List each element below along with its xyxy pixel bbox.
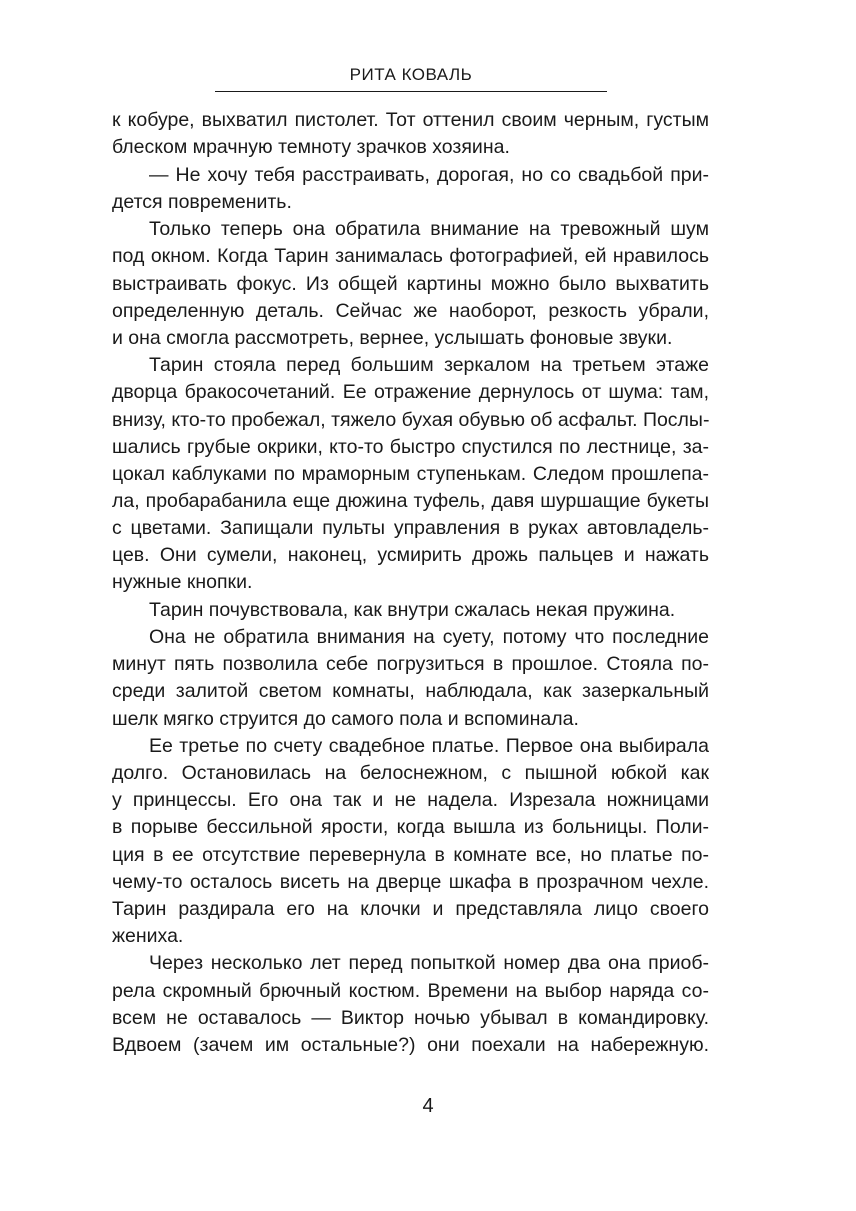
paragraph bbox=[112, 352, 709, 596]
running-header bbox=[215, 64, 607, 92]
paragraph bbox=[112, 950, 709, 1058]
text-line: у принцессы. Его она так и не надела. Изрезала ножницами bbox=[112, 789, 709, 812]
paragraph bbox=[112, 733, 709, 950]
text-line: среди залитой светом комнаты, наблюдала, как зазеркальный bbox=[112, 680, 709, 703]
text-line: дворца бракосочетаний. Ее отражение дернулось от шума: там, bbox=[112, 381, 709, 404]
text-line: Только теперь она обратила внимание на тревожный шум bbox=[149, 218, 709, 241]
text-line: нужные кнопки. bbox=[112, 571, 253, 594]
paragraph bbox=[112, 597, 709, 624]
text-line: Тарин почувствовала, как внутри сжалась некая пружина. bbox=[149, 598, 676, 621]
page-number: 4 bbox=[422, 1095, 434, 1117]
text-line: шелк мягко струится до самого пола и вспоминала. bbox=[112, 707, 579, 730]
text-line: в порыве бессильной ярости, когда вышла из больницы. Поли- bbox=[112, 816, 709, 839]
text-line: ла, пробарабанила еще дюжина туфель, давя шуршащие букеты bbox=[112, 489, 709, 512]
author-name: РИТА КОВАЛЬ bbox=[349, 65, 473, 84]
text-line: долго. Остановилась на белоснежном, с пышной юбкой как bbox=[112, 762, 709, 785]
text-line: ция в ее отсутствие перевернула в комнате все, но платье по- bbox=[112, 843, 709, 866]
text-line: внизу, кто-то пробежал, тяжело бухая обувью об асфальт. Послы- bbox=[112, 408, 710, 431]
text-line: определенную деталь. Сейчас же наоборот, резкость убрали, bbox=[112, 299, 709, 322]
text-line: под окном. Когда Тарин занималась фотографией, ей нравилось bbox=[112, 245, 709, 268]
text-line: Через несколько лет перед попыткой номер два она приоб- bbox=[149, 952, 709, 975]
text-line: с цветами. Запищали пульты управления в руках автовладель- bbox=[112, 516, 709, 539]
text-line: рела скромный брючный костюм. Времени на выбор наряда со- bbox=[112, 979, 709, 1002]
paragraph bbox=[112, 216, 709, 351]
text-line: цев. Они сумели, наконец, усмирить дрожь пальцев и нажать bbox=[112, 544, 709, 566]
text-line: Вдвоем (зачем им остальные?) они поехали на набережную. bbox=[112, 1033, 709, 1056]
text-line: — Не хочу тебя расстраивать, дорогая, но со свадьбой при- bbox=[149, 163, 709, 186]
text-line: жениха. bbox=[112, 924, 184, 947]
text-line: дется повременить. bbox=[112, 190, 292, 213]
text-line: к кобуре, выхватил пистолет. Тот оттенил своим черным, густым bbox=[112, 109, 709, 131]
header-rule bbox=[215, 91, 607, 92]
text-line: блеском мрачную темноту зрачков хозяина. bbox=[112, 136, 510, 159]
paragraph bbox=[112, 624, 709, 732]
text-line: Тарин стояла перед большим зеркалом на третьем этаже bbox=[149, 354, 709, 377]
text-line: выстраивать фокус. Из общей картины можно было выхватить bbox=[112, 272, 709, 295]
text-line: всем не оставалось — Виктор ночью убывал в командировку. bbox=[112, 1006, 709, 1029]
text-line: Она не обратила внимания на суету, потому что последние bbox=[149, 626, 709, 649]
page-body bbox=[112, 107, 709, 1059]
text-line: шались грубые окрики, кто-то быстро спустился по лестнице, за- bbox=[112, 435, 709, 458]
text-line: Ее третье по счету свадебное платье. Первое она выбирала bbox=[149, 735, 709, 758]
text-line: Тарин раздирала его на клочки и представляла лицо своего bbox=[112, 897, 709, 920]
text-line: и она смогла рассмотреть, вернее, услышать фоновые звуки. bbox=[112, 326, 673, 349]
text-line: цокал каблуками по мраморным ступенькам. Следом прошлепа- bbox=[112, 462, 709, 485]
paragraph bbox=[112, 107, 709, 161]
paragraph bbox=[112, 162, 709, 216]
text-line: минут пять позволила себе погрузиться в прошлое. Стояла по- bbox=[112, 653, 709, 676]
text-line: чему-то осталось висеть на дверце шкафа в прозрачном чехле. bbox=[112, 870, 709, 893]
